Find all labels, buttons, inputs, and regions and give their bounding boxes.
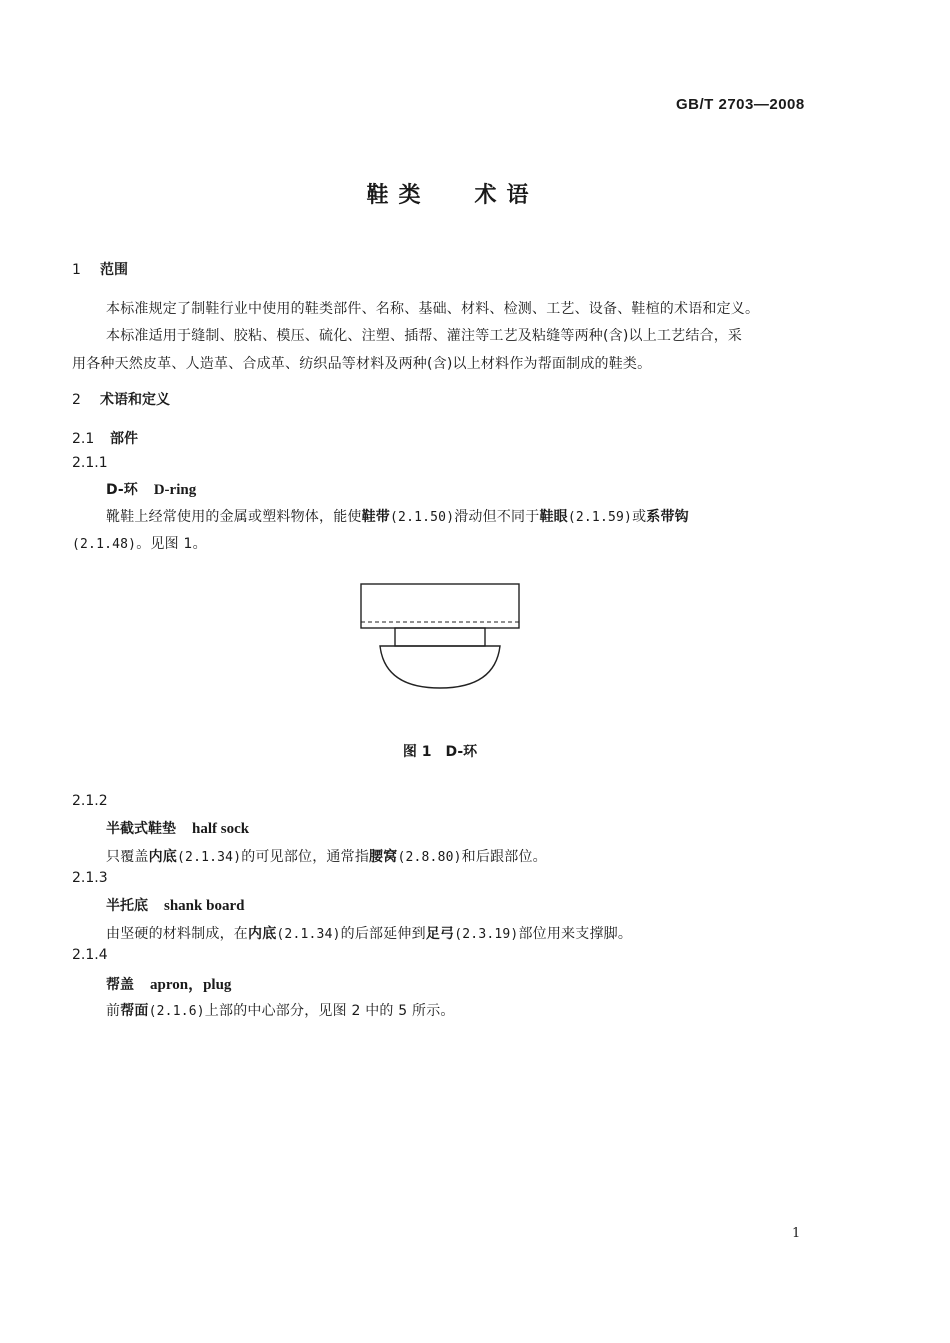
document-title bbox=[0, 178, 905, 209]
def-text: 部位用来支撑脚。 bbox=[518, 926, 633, 942]
keyword-lace-hook: 系带钩 bbox=[646, 509, 689, 525]
term-en: half sock bbox=[192, 821, 250, 837]
term-2-1-1-number: 2.1.1 bbox=[72, 455, 108, 471]
standard-id: GB/T 2703—2008 bbox=[676, 96, 805, 113]
term-2-1-2-title bbox=[106, 818, 249, 838]
term-en: shank board bbox=[164, 898, 245, 914]
def-text: 由坚硬的材料制成，在 bbox=[106, 926, 248, 942]
def-text: 。见图 1。 bbox=[136, 536, 207, 552]
figure-label: 图 1 bbox=[402, 744, 432, 760]
section-2-heading bbox=[72, 389, 170, 409]
term-2-1-2-number: 2.1.2 bbox=[72, 793, 108, 809]
section-1-heading bbox=[72, 259, 128, 279]
def-text: 靴鞋上经常使用的金属或塑料物体，能使 bbox=[106, 509, 362, 525]
section-number: 2 bbox=[72, 392, 81, 408]
section-2-1-heading bbox=[72, 428, 138, 448]
ref: (2.3.19) bbox=[454, 927, 519, 942]
scope-paragraph-2-line-2: 用各种天然皮革、人造革、合成革、纺织品等材料及两种(含)以上材料作为帮面制成的鞋类。 bbox=[72, 356, 652, 372]
ref: (2.1.48) bbox=[72, 537, 137, 552]
page-number: 1 bbox=[792, 1226, 801, 1241]
keyword-vamp: 帮面 bbox=[120, 1003, 149, 1019]
ref: (2.1.50) bbox=[390, 510, 455, 525]
term-2-1-4-definition bbox=[106, 1000, 455, 1020]
figure-1-caption bbox=[0, 741, 880, 761]
term-2-1-2-definition bbox=[106, 846, 547, 866]
keyword-insole: 内底 bbox=[248, 926, 277, 942]
ref: (2.1.34) bbox=[177, 850, 242, 865]
d-ring-figure bbox=[355, 580, 525, 692]
term-2-1-3-definition bbox=[106, 923, 632, 943]
section-title: 部件 bbox=[110, 431, 138, 447]
ref: (2.1.59) bbox=[567, 510, 633, 525]
term-cn: 半截式鞋垫 bbox=[106, 821, 176, 837]
term-2-1-3-title bbox=[106, 895, 244, 915]
keyword-waist: 腰窝 bbox=[369, 849, 398, 865]
term-2-1-3-number: 2.1.3 bbox=[72, 870, 108, 886]
keyword-shoelace: 鞋带 bbox=[361, 509, 391, 525]
term-cn: 半托底 bbox=[106, 898, 148, 914]
ring-tab bbox=[395, 628, 485, 646]
def-text: 前 bbox=[106, 1003, 121, 1019]
section-number: 1 bbox=[72, 262, 81, 278]
keyword-arch: 足弓 bbox=[425, 926, 455, 942]
ref: (2.8.80) bbox=[397, 850, 462, 865]
term-2-1-1-definition-line-1 bbox=[106, 506, 689, 526]
def-text: 只覆盖 bbox=[106, 849, 149, 865]
ref: (2.1.6) bbox=[148, 1004, 205, 1019]
term-2-1-4-number: 2.1.4 bbox=[72, 947, 108, 963]
def-text: 滑动但不同于 bbox=[454, 509, 540, 525]
term-2-1-1-title bbox=[106, 479, 196, 499]
section-number: 2.1 bbox=[72, 431, 95, 447]
title-part-2: 术语 bbox=[474, 183, 539, 208]
def-text: 的可见部位，通常指 bbox=[241, 849, 370, 865]
ref: (2.1.34) bbox=[276, 927, 341, 942]
strap-rectangle bbox=[361, 584, 519, 628]
figure-name: D-环 bbox=[445, 744, 478, 760]
term-en: D-ring bbox=[153, 482, 197, 498]
keyword-insole: 内底 bbox=[148, 849, 178, 865]
title-part-1: 鞋类 bbox=[366, 183, 431, 208]
def-text: 的后部延伸到 bbox=[340, 926, 426, 942]
scope-paragraph-2-line-1: 本标准适用于缝制、胶粘、模压、硫化、注塑、插帮、灌注等工艺及粘缝等两种(含)以上工艺结合，采 bbox=[106, 328, 743, 344]
term-cn: 帮盖 bbox=[106, 977, 134, 993]
d-ring-shape bbox=[380, 646, 500, 688]
keyword-eyelet: 鞋眼 bbox=[539, 509, 568, 525]
term-cn: D-环 bbox=[106, 482, 138, 498]
term-2-1-1-definition-line-2 bbox=[72, 533, 207, 553]
section-title: 范围 bbox=[100, 262, 128, 278]
term-2-1-4-title bbox=[106, 973, 231, 994]
term-en: apron，plug bbox=[150, 977, 232, 993]
def-text: 上部的中心部分，见图 2 中的 5 所示。 bbox=[204, 1003, 455, 1019]
section-title: 术语和定义 bbox=[100, 392, 170, 408]
scope-paragraph-1: 本标准规定了制鞋行业中使用的鞋类部件、名称、基础、材料、检测、工艺、设备、鞋楦的术语和定义。 bbox=[106, 301, 760, 317]
def-text: 和后跟部位。 bbox=[461, 849, 547, 865]
def-text: 或 bbox=[632, 509, 647, 525]
